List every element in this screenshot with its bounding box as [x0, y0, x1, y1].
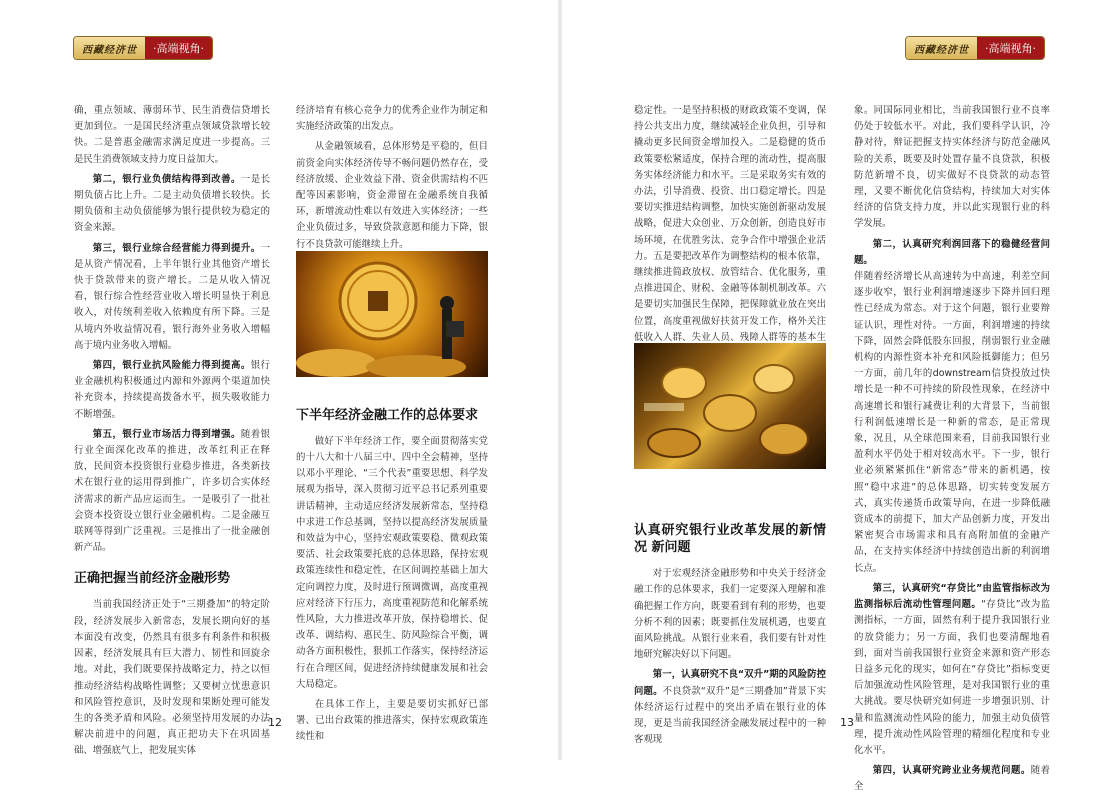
section-heading: 下半年经济金融工作的总体要求 [296, 407, 479, 423]
paragraph: 做好下半年经济工作，要全面贯彻落实党的十八大和十八届三中、四中全会精神，坚持以邓小平理论、“三个代表”重要思想、科学发展观为指导，深入贯彻习近平总书记系列重要讲话精神，主动适应经济发展新常态，坚持稳中求进工作总基调，坚持以提高经济发展质量和效益为中心，坚持宏观政策要稳、微观政策要活、社会政策要托底的总体思路，保持宏观政策连续性和稳定性，在区间调控基础上加大定向调控力度，及时进行预调微调，高度重视应对经济下行压力，高度重视防范和化解系统性风险，大力推进改革开放，保持稳增长、促改革、调结构、惠民生、防风险综合平衡，调动各方面积极性，狠抓工作落实，保持经济运行在合理区间，促进经济持续健康发展和社会大局稳定。 [296, 435, 488, 690]
section-heading: 正确把握当前经济金融形势 [74, 571, 231, 587]
page-number: 13 [840, 716, 854, 729]
header-badge [906, 37, 1044, 59]
right-page [560, 0, 1120, 793]
paragraph: 伴随着经济增长从高速转为中高速，利差空间逐步收窄，银行业利润增速逐步下降并回归理性已经成为常态。对于这个问题，银行业要辩证认识，理性对待。一方面，利润增速的持续下降，固然会降低股东回报，削弱银行业金融机构的内源性资本补充和风险抵御能力；但另一方面，前几年的downstream信贷投放过快增长是一种不可持续的阶段性现象，在经济中高速增长和银行减费让利的大背景下，当前银行利润低速增长是一种新的常态，是正常现象，况且，从全球范围来看，目前我国银行业盈利水平仍处于相对较高水平。下一步，银行业必须紧紧抓住“新常态”带来的新机遇，按照“稳中求进”的总体思路，切实转变发展方式，真实传递货币政策导向，在进一步降低融资成本的前提下，加大产品创新力度，开发出紧密契合市场需求和具有高附加值的金融产品，在支持实体经济中持续创造出新的利润增长点。 [854, 271, 1050, 574]
magazine-logo: 西藏经济世 [74, 37, 145, 59]
left-page [0, 0, 560, 760]
paragraph-lead: 第三，认真研究“存贷比”由监管指标改为监测指标后流动性管理问题。 [854, 582, 1050, 611]
paragraph-lead: 第四，认真研究跨业业务规范问题。 [872, 765, 1031, 777]
paragraph: 稳定性。一是坚持积极的财政政策不变调，保持公共支出力度，继续减轻企业负担，引导和撬动更多民间资金增加投入。二是稳健的货币政策要松紧适度，保持合理的流动性，提高服务实体经济能力和水平。三是采取务实有效的办法，引导消费、投资、出口稳定增长。四是要切实推进结构调整，加快实施创新驱动发展战略，促进大众创业、万众创新，创造良好市场环境，在优胜劣汰、竞争合作中增强企业活力。五是要把改革作为调整结构的根本依靠，继续推进简政放权、放管结合、优化服务，重点推进国企、财税、金融等体制机制改革。六是要切实加强民生保障，把保障就业放在突出位置，高度重视做好扶贫开发工作，格外关注低收入人群、失业人员、残障人群等的基本生 [634, 105, 826, 343]
paragraph-lead: 第一，认真研究不良“双升”期的风险防控问题。 [634, 669, 826, 697]
paragraph-body: 不良贷款“双升”是“三期叠加”背景下实体经济运行过程中的突出矛盾在银行业的体现，更是当前我国经济金融发展过程中的一种客观现 [634, 685, 826, 746]
paragraph-lead: 第三，银行业综合经营能力得到提升。 [92, 242, 261, 254]
paragraph: 从金融领域看，总体形势是平稳的，但目前资金向实体经济传导不畅问题仍然存在，受经济放缓、企业效益下滑、资金供需结构不匹配等因素影响，资金滞留在金融系统自我循环，新增流动性难以有效进入实体经济；一些企业负债过多，导致贷款意愿和能力下降，银行不良贷款可能继续上升。 [296, 141, 488, 250]
paragraph [634, 667, 826, 748]
page-number: 12 [268, 716, 282, 729]
text-column-2 [854, 103, 1050, 796]
paragraph [74, 172, 270, 237]
paragraph: 确，重点领域、薄弱环节、民生消费信贷增长更加到位。一是国民经济重点领域贷款增长较快。二是普惠金融需求满足度进一步提高。三是民生消费领域支持力度日益加大。 [74, 105, 270, 165]
paragraph [74, 241, 270, 354]
paragraph: 在具体工作上，主要是要切实抓好已部署、已出台政策的推进落实，保持宏观政策连续性和 [296, 699, 488, 743]
paragraph: 经济培育有核心竞争力的优秀企业作为制定和实施经济政策的出发点。 [296, 105, 488, 133]
paragraph-lead: 第二，认真研究利润回落下的稳健经营问题。 [854, 238, 1050, 266]
coins-photo [296, 251, 488, 377]
magazine-logo: 西藏经济世 [906, 37, 977, 59]
paragraph-lead: 第四，银行业抗风险能力得到提高。 [92, 360, 251, 372]
paragraph: 对于宏观经济金融形势和中央关于经济金融工作的总体要求，我们一定要深入理解和准确把握工作方向，既要看到有利的形势，也要分析不利的因素；既要抓住发展机遇，也要直面风险挑战。从银行业来看，我们要有针对性地研究解决好以下问题。 [634, 568, 826, 661]
coins-illustration [296, 251, 488, 377]
paragraph [854, 581, 1050, 759]
section-label: ·高端视角· [145, 37, 212, 59]
paragraph-body: 一是长期负债占比上升。二是主动负债增长较快。长期负债和主动负债能够为银行提供较为稳定的资金来源。 [74, 173, 270, 234]
paragraph [74, 427, 270, 557]
section-label: ·高端视角· [977, 37, 1044, 59]
paragraph-body: 一是从资产情况看，上半年银行业其他资产增长快于贷款带来的资产增长。二是从收入情况看，银行综合性经营业收入增长明显快于利息收入，对传统利差收入依赖度有所下降。三是从境内外收益情况看，银行海外业务收入增幅高于境内业务收入增幅。 [74, 242, 270, 351]
text-column-1 [74, 103, 270, 760]
paragraph: 象。同国际同业相比，当前我国银行业不良率仍处于较低水平。对此，我们要科学认识，冷静对待，辩证把握支持实体经济与防范金融风险的关系，既要及时处置存量不良贷款，积极防范新增不良，切实做好不良贷款的动态管理，又要不断优化信贷结构，持续加大对实体经济的信贷支持力度，并以此实现银行业的科学发展。 [854, 105, 1050, 230]
section-heading: 认真研究银行业改革发展的新情况 新问题 [634, 523, 826, 556]
paragraph-body: 银行业金融机构积极通过内源和外源两个渠道加快补充资本，持续提高拨备水平，损失吸收能力不断增强。 [74, 360, 270, 420]
paragraph [854, 763, 1050, 795]
paragraph-body: 随着银行业全面深化改革的推进，改革红利正在释放，民间资本投资银行业稳步推进，各类新技术在银行业的运用得到推广，许多切合实体经济需求的新产品应运而生。一是吸引了一批社会资本投资设立银行业金融机构。二是金融互联网等得到广泛重视。三是推出了一批金融创新产品。 [74, 428, 270, 554]
paragraph [854, 237, 1050, 269]
paragraph-lead: 第五，银行业市场活力得到增强。 [92, 428, 241, 440]
paragraph-lead: 第二，银行业负债结构得到改善。 [92, 173, 241, 185]
gold-coins-photo [634, 343, 826, 469]
paragraph-body: 随着全 [854, 765, 1050, 793]
paragraph: 当前我国经济正处于“三期叠加”的特定阶段，经济发展步入新常态，发展长期向好的基本面没有改变，仍然具有很多有利条件和积极因素，经济发展具有巨大潜力、韧性和回旋余地。对此，我们既要保持战略定力，持之以恒推动经济结构战略性调整；又要树立忧患意识和风险管控意识，及时发现和果断处理可能发生的各类矛盾和风险。必须坚持用发展的办法解决前进中的问题，真正把功夫下在巩固基础、增强底气上，把发展实体 [74, 599, 270, 757]
paragraph [74, 358, 270, 423]
text-column-2 [296, 103, 488, 746]
gold-coins-illustration [634, 343, 826, 469]
header-badge [74, 37, 212, 59]
paragraph-body: “存贷比”改为监测指标，一方面，固然有利于提升我国银行业的放贷能力；另一方面，我们也要清醒地看到，面对当前我国银行业资金来源和资产形态日益多元化的现实，如何在“存贷比”指标变更后加强流动性风险管理，是对我国银行业的重大挑战。要尽快研究如何进一步增强识别、计量和监测流动性风险的能力，加强主动负债管理，提升流动性风险管理的精细化程度和专业化水平。 [854, 599, 1050, 756]
